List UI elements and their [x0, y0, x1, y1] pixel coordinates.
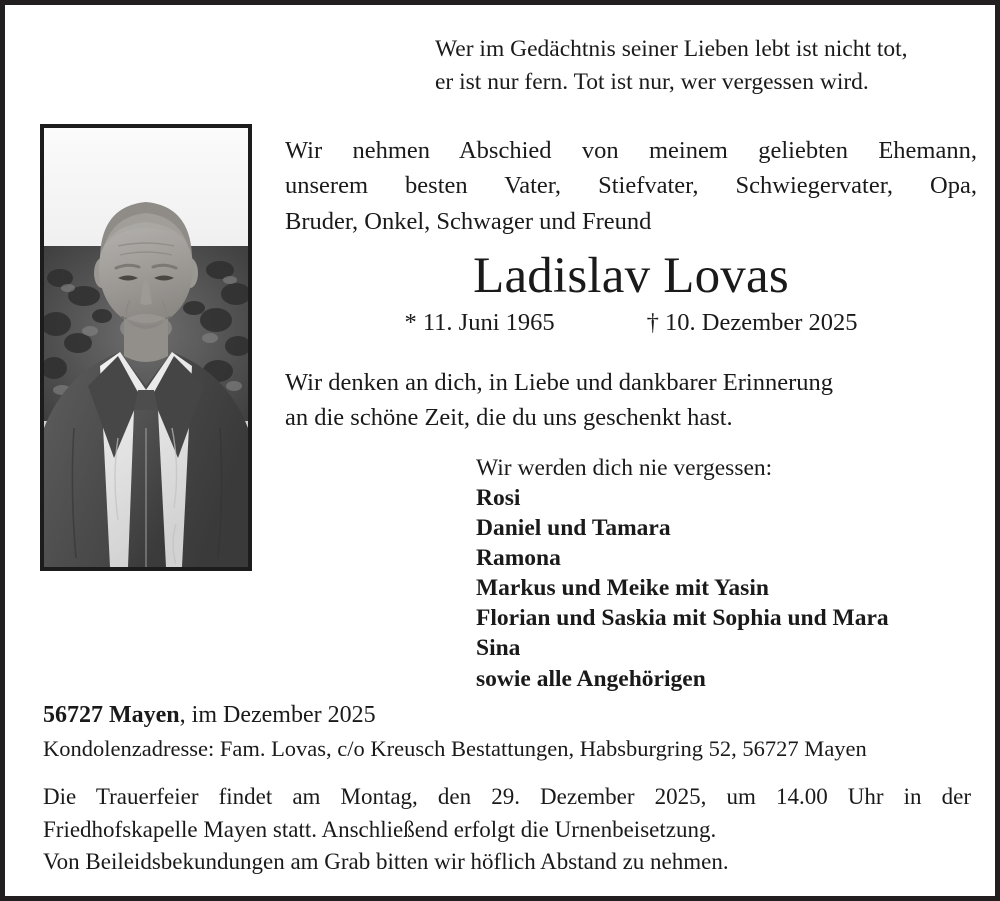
remembrance-paragraph	[285, 365, 977, 436]
service-line-3: Von Beileidsbekundungen am Grab bitten wir höflich Abstand zu nehmen.	[43, 849, 729, 875]
farewell-line-1: Wir nehmen Abschied von meinem geliebten Ehemann,	[285, 137, 977, 164]
epitaph-line-1: Wer im Gedächtnis seiner Lieben lebt ist nicht tot,	[435, 36, 908, 62]
list-item: Markus und Meike mit Yasin	[476, 575, 769, 602]
place-name: 56727 Mayen	[43, 702, 180, 728]
remembrance-line-2: an die schöne Zeit, die du uns geschenkt hast.	[285, 404, 733, 432]
funeral-service-details	[43, 781, 971, 879]
survivors-list	[476, 453, 986, 694]
service-line-2: Friedhofskapelle Mayen statt. Anschließend erfolgt die Urnenbeisetzung.	[43, 816, 717, 842]
list-item: sowie alle Angehörigen	[476, 665, 706, 692]
epitaph-line-2: er ist nur fern. Tot ist nur, wer vergessen wird.	[435, 69, 869, 96]
portrait-photo	[44, 128, 248, 567]
deceased-name-block	[285, 248, 977, 337]
place-date: , im Dezember 2025	[179, 702, 376, 728]
remembrance-line-1: Wir denken an dich, in Liebe und dankbarer Erinnerung	[285, 369, 834, 396]
death-notice-content	[5, 5, 995, 896]
birth-date: * 11. Juni 1965	[404, 309, 555, 337]
life-dates	[285, 309, 977, 337]
page-title: Ladislav Lovas	[473, 248, 789, 304]
portrait-photo-frame	[40, 124, 252, 571]
farewell-paragraph	[285, 133, 977, 239]
farewell-line-2: unserem besten Vater, Stiefvater, Schwiegervater, Opa,	[285, 172, 977, 200]
list-item: Ramona	[476, 545, 561, 572]
list-item: Daniel und Tamara	[476, 515, 671, 542]
condolence-address: Kondolenzadresse: Fam. Lovas, c/o Kreusch Bestattungen, Habsburgring 52, 56727 Mayen	[43, 736, 867, 761]
farewell-line-3: Bruder, Onkel, Schwager und Freund	[285, 207, 652, 235]
epitaph-verse	[435, 33, 975, 100]
survivors-intro: Wir werden dich nie vergessen:	[476, 455, 773, 481]
service-line-1: Die Trauerfeier findet am Montag, den 29. Dezember 2025, um 14.00 Uhr in der	[43, 784, 971, 809]
list-item: Sina	[476, 635, 521, 662]
place-and-date	[43, 700, 973, 731]
list-item: Florian und Saskia mit Sophia und Mara	[476, 605, 889, 632]
list-item: Rosi	[476, 485, 521, 512]
death-date: † 10. Dezember 2025	[646, 309, 858, 337]
